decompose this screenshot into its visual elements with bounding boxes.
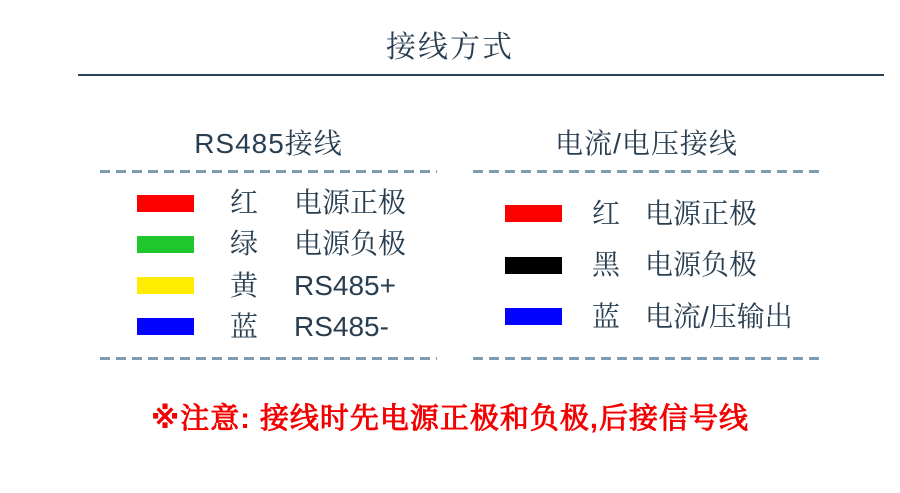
dashed-divider-bottom	[100, 357, 437, 360]
wire-color-name: 红	[230, 187, 259, 219]
wire-color-name: 蓝	[592, 300, 621, 332]
wire-function-label: RS485-	[294, 310, 389, 342]
legend-rows	[473, 173, 820, 357]
wire-function-label: 电源正极	[294, 187, 407, 219]
wire-color-swatch	[137, 236, 194, 253]
wire-color-name: 红	[592, 197, 621, 229]
legend-row	[100, 187, 437, 219]
legend-row	[473, 249, 820, 280]
section-heading: RS485接线	[194, 128, 343, 159]
rs485-wiring-section	[100, 122, 437, 360]
wire-color-name: 蓝	[230, 310, 259, 342]
wire-color-swatch	[137, 195, 194, 212]
legend-row	[100, 269, 437, 301]
wire-color-swatch	[137, 277, 194, 294]
warning-note: ※注意: 接线时先电源正极和负极,后接信号线	[151, 403, 749, 435]
wire-color-swatch	[505, 205, 562, 222]
wire-color-swatch	[137, 318, 194, 335]
wire-color-name: 黄	[230, 269, 259, 301]
wire-color-name: 黑	[592, 249, 621, 280]
legend-row	[100, 310, 437, 342]
legend-row	[473, 197, 820, 229]
wire-color-swatch	[505, 308, 562, 325]
current-voltage-wiring-section	[473, 122, 820, 360]
legend-row	[473, 300, 820, 332]
page-title: 接线方式	[386, 31, 514, 64]
wire-function-label: 电源负极	[294, 228, 407, 260]
dashed-divider-bottom	[473, 357, 820, 360]
legend-row	[100, 228, 437, 260]
wire-function-label: RS485+	[294, 269, 396, 301]
wire-function-label: 电源正极	[645, 197, 758, 229]
wire-color-swatch	[505, 257, 562, 274]
wire-color-name: 绿	[230, 228, 259, 260]
legend-rows	[100, 173, 437, 357]
section-heading: 电流/电压接线	[555, 128, 738, 159]
wire-function-label: 电流/压输出	[645, 300, 793, 332]
wire-function-label: 电源负极	[645, 249, 758, 280]
title-divider	[78, 74, 884, 76]
